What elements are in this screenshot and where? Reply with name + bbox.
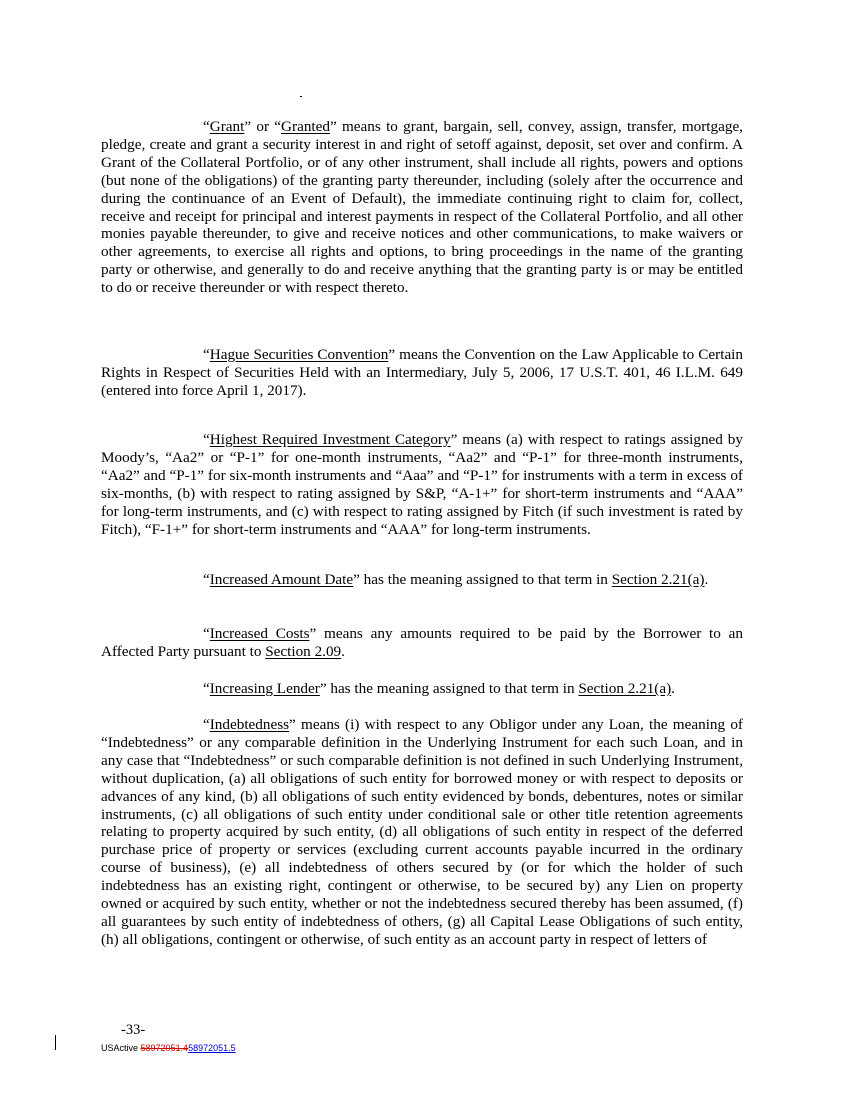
definition-body: ” means to grant, bargain, sell, convey, assign, transfer, mortgage, pledge, create and grant a security interest in and right of setoff against, deposit, set over and confirm. A Grant of the Collateral Portfolio, or of any other instrument, shall include all rights, powers and options (but none of the obligations) of the granting party thereunder, including (solely after the occurrence and during the continuance of an Event of Default), the immediate continuing right to claim for, collect, receive and receipt for principal and interest payments in respect of the Collateral Portfolio, and all other monies payable thereunder, to give and receive notices and other communications, to make waivers or other agreements, to exercise all rights and options, to bring proceedings in the name of the granting party or otherwise, and generally to do and receive anything that the granting party is or may be entitled to do or receive thereunder or with respect thereto. [101,118,743,297]
defined-term: Grant [209,118,245,135]
definition-grant: “Grant” or “Granted” means to grant, bargain, sell, convey, assign, transfer, mortgage, pledge, create and grant a security interest in and right of setoff against, deposit, set over and confirm. A Grant of the Collateral Portfolio, or of any other instrument, shall include all rights, powers and options (but none of the obligations) of the granting party thereunder, including (solely after the occurrence and during the continuance of an Event of Default), the immediate continuing right to claim for, collect, receive and receipt for principal and interest payments in respect of the Collateral Portfolio, and all other monies payable thereunder, to give and receive notices and other communications, to make waivers or other agreements, to exercise all rights and options, to bring proceedings in the name of the granting party or otherwise, and generally to do and receive anything that the granting party is or may be entitled to do or receive thereunder or with respect thereto. [101,118,743,297]
defined-term: Highest Required Investment Category [209,431,451,448]
definition-body: ” means the Convention on the Law Applicable to Certain Rights in Respect of Securities Held with an Intermediary, July 5, 2006, 17 U.S.T. 401, 46 I.L.M. 649 (entered into force April 1, 2017). [101,346,743,399]
defined-term: Increased Amount Date [209,571,354,588]
definition-increased-amount-date: “Increased Amount Date” has the meaning assigned to that term in Section 2.21(a). [203,571,709,588]
section-reference: Section 2.21(a) [611,571,705,588]
definition-body: ” means any amounts required to be paid by the Borrower to an Affected Party pursuant to [101,625,743,660]
section-reference: Section 2.21(a) [578,680,672,697]
definition-increasing-lender: “Increasing Lender” has the meaning assigned to that term in Section 2.21(a). [203,680,675,697]
defined-term: Indebtedness [209,716,290,733]
definition-body: ” means (i) with respect to any Obligor under any Loan, the meaning of “Indebtedness” or any comparable definition in the Underlying Instrument for each such Loan, and in any case that “Indebtedness” or such comparable definition is not defined in such Underlying Instrument, without duplication, (a) all obligations of such entity for borrowed money or with respect to deposits or advances of any kind, (b) all obligations of such entity evidenced by bonds, debentures, notes or similar instruments, (c) all obligations of such entity under conditional sale or other title retention agreements relating to property acquired by such entity, (d) all obligations of such entity in respect of the deferred purchase price of property or services (excluding current accounts payable incurred in the ordinary course of business), (e) all indebtedness of others secured by (or for which the holder of such indebtedness has an existing right, contingent or otherwise, to be secured by) any Lien on property owned or acquired by such entity, whether or not the indebtedness secured thereby has been assumed, (f) all guarantees by such entity of indebtedness of others, (g) all Capital Lease Obligations of such entity, (h) all obligations, contingent or otherwise, of such entity as an account party in respect of letters of [101,716,743,948]
definition-body: ” has the meaning assigned to that term in [353,571,612,588]
defined-term: Increased Costs [209,625,310,642]
defined-term: Hague Securities Convention [209,346,389,363]
defined-term: Granted [281,118,330,135]
defined-term: Increasing Lender [209,680,320,697]
definition-increased-costs: “Increased Costs” means any amounts required to be paid by the Borrower to an Affected Party pursuant to Section 2.09. [101,625,743,660]
definition-indebtedness: “Indebtedness” means (i) with respect to any Obligor under any Loan, the meaning of “Indebtedness” or any comparable definition in the Underlying Instrument for each such Loan, and in any case that “Indebtedness” or such comparable definition is not defined in such Underlying Instrument, without duplication, (a) all obligations of such entity for borrowed money or with respect to deposits or advances of any kind, (b) all obligations of such entity evidenced by bonds, debentures, notes or similar instruments, (c) all obligations of such entity under conditional sale or other title retention agreements relating to property acquired by such entity, (d) all obligations of such entity in respect of the deferred purchase price of property or services (excluding current accounts payable incurred in the ordinary course of business), (e) all indebtedness of others secured by (or for which the holder of such indebtedness has an existing right, contingent or otherwise, to be secured by) any Lien on property owned or acquired by such entity, whether or not the indebtedness secured thereby has been assumed, (f) all guarantees by such entity of indebtedness of others, (g) all Capital Lease Obligations of such entity, (h) all obligations, contingent or otherwise, of such entity as an account party in respect of letters of [101,716,743,948]
section-reference: Section 2.09 [265,642,342,660]
deleted-doc-id: 58972051.4 [140,1043,189,1053]
definition-body: ” has the meaning assigned to that term in [319,680,579,697]
change-bar [55,1035,56,1050]
stray-mark [300,96,302,97]
inserted-doc-id: 58972051.5 [188,1043,236,1053]
definition-body: ” means (a) with respect to ratings assigned by Moody’s, “Aa2” or “P-1” for one-month instruments, “Aa2” and “P-1” for three-month instruments, “Aa2” and “P-1” for six-month instruments and “Aaa” and “P-1” for instruments with a term in excess of six-months, (b) with respect to rating assigned by S&P, “A-1+” for short-term instruments and “AAA” for long-term instruments, and (c) with respect to rating assigned by Fitch (if such investment is rated by Fitch), “F-1+” for short-term instruments and “AAA” for long-term instruments. [101,431,743,538]
document-id-footer [101,1040,236,1058]
definition-highest-required-investment-category: “Highest Required Investment Category” means (a) with respect to ratings assigned by Moody’s, “Aa2” or “P-1” for one-month instruments, “Aa2” and “P-1” for three-month instruments, “Aa2” and “P-1” for six-month instruments and “Aaa” and “P-1” for instruments with a term in excess of six-months, (b) with respect to rating assigned by S&P, “A-1+” for short-term instruments and “AAA” for long-term instruments, and (c) with respect to rating assigned by Fitch (if such investment is rated by Fitch), “F-1+” for short-term instruments and “AAA” for long-term instruments. [101,431,743,538]
footer-prefix: USActive [101,1043,141,1053]
page-number: -33- [121,1022,146,1038]
definition-hague-securities-convention: “Hague Securities Convention” means the Convention on the Law Applicable to Certain Rights in Respect of Securities Held with an Intermediary, July 5, 2006, 17 U.S.T. 401, 46 I.L.M. 649 (entered into force April 1, 2017). [101,346,743,399]
